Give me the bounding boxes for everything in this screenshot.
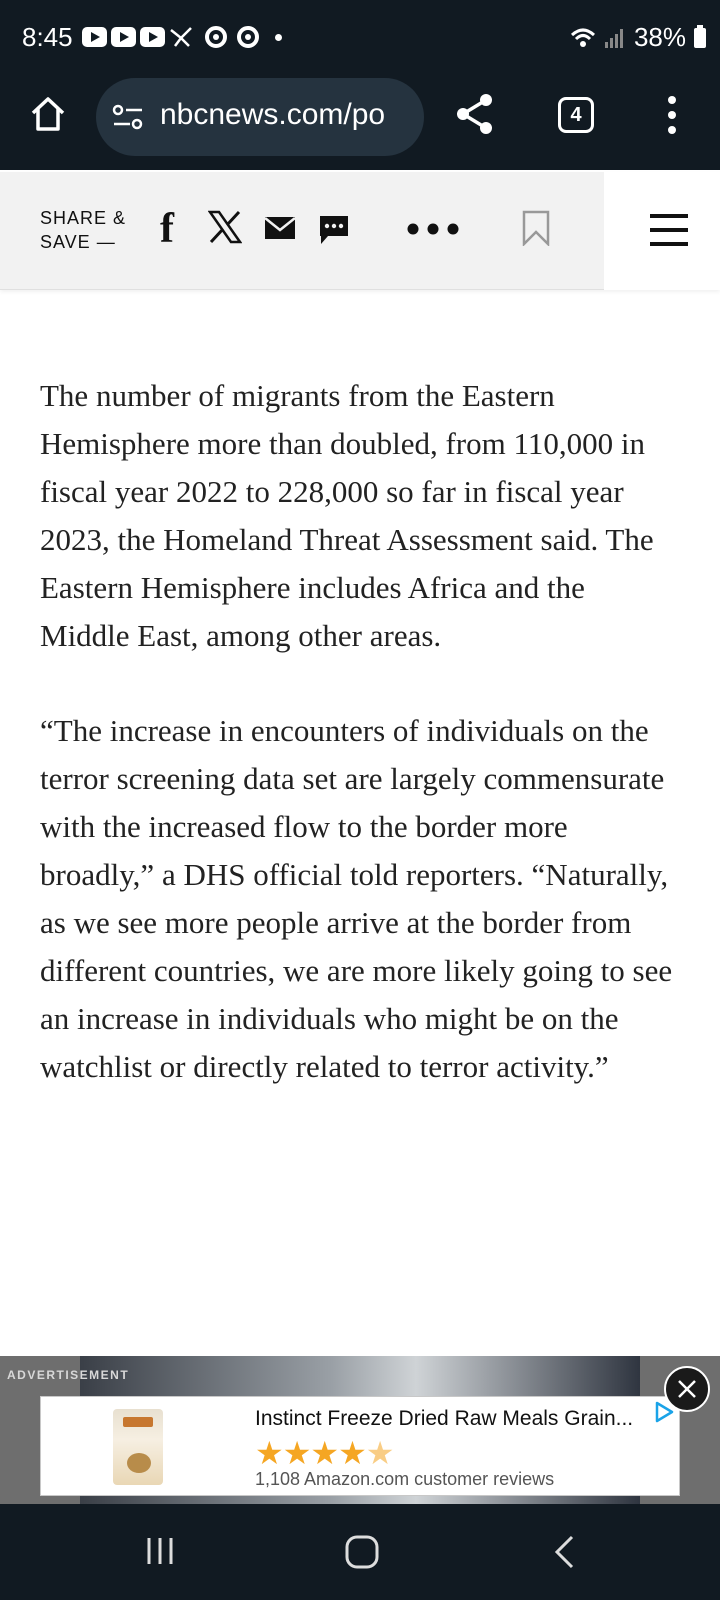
url-text[interactable]: nbcnews.com/po xyxy=(160,98,386,131)
ad-title[interactable]: Instinct Freeze Dried Raw Meals Grain... xyxy=(255,1407,634,1430)
back-icon[interactable] xyxy=(552,1534,576,1570)
youtube-icon xyxy=(140,27,165,47)
close-icon xyxy=(677,1379,697,1399)
share-label-line1: SHARE & xyxy=(40,208,127,228)
browser-toolbar xyxy=(0,78,720,170)
more-options-icon[interactable] xyxy=(662,94,682,136)
article-paragraph: The number of migrants from the Eastern Hemisphere more than doubled, from 110,000 in fiscal year 2022 to 228,000 so far in fiscal year 2023, the Homeland Threat Assessment said. The Eastern Hemisphere includes Africa and the Middle East, among other areas. xyxy=(40,378,654,653)
ring-icon xyxy=(205,26,227,48)
more-share-icon[interactable] xyxy=(406,222,460,236)
ad-label: ADVERTISEMENT xyxy=(7,1368,130,1382)
facebook-icon[interactable]: f xyxy=(160,206,174,252)
notification-icons xyxy=(82,26,282,48)
share-icon[interactable] xyxy=(454,92,496,136)
recent-apps-icon[interactable] xyxy=(144,1536,176,1566)
wifi-icon xyxy=(570,27,596,49)
status-bar xyxy=(0,0,720,78)
share-bar xyxy=(0,172,720,290)
home-nav-icon[interactable] xyxy=(344,1534,380,1570)
email-icon[interactable] xyxy=(264,216,296,240)
ad-product-image[interactable] xyxy=(113,1409,163,1485)
address-bar[interactable] xyxy=(96,78,424,156)
sms-icon[interactable] xyxy=(318,214,350,246)
share-save-toggle[interactable] xyxy=(40,206,140,254)
share-label-line2: SAVE — xyxy=(40,232,116,252)
ad-reviews: 1,108 Amazon.com customer reviews xyxy=(255,1469,555,1489)
youtube-icon xyxy=(82,27,107,47)
ad-card[interactable] xyxy=(40,1396,680,1496)
battery-percent: 38% xyxy=(633,22,686,52)
ring-icon xyxy=(237,26,259,48)
bird-icon xyxy=(169,26,195,48)
article-body xyxy=(40,372,680,1138)
site-settings-icon[interactable] xyxy=(112,104,144,130)
youtube-icon xyxy=(111,27,136,47)
tab-switcher-button[interactable]: 4 xyxy=(558,97,594,133)
rating-stars xyxy=(255,1435,393,1471)
dot-icon xyxy=(275,34,282,41)
system-nav-bar xyxy=(0,1504,720,1600)
x-twitter-icon[interactable] xyxy=(208,210,242,244)
battery-icon xyxy=(694,28,706,48)
full-stars: ★★★★ xyxy=(255,1435,366,1471)
bookmark-icon[interactable] xyxy=(522,210,550,246)
hamburger-menu-icon[interactable] xyxy=(650,214,688,246)
half-star: ★ xyxy=(365,1435,394,1471)
article-paragraph: “The increase in encounters of individuals on the terror screening data set are largely commensurate with the increased flow to the border more broadly,” a DHS official told reporters. “Naturally, as we see more people arrive at the border from different countries, we are more likely going to see an increase in individuals who might be on the watchlist or directly related to terror activity.” xyxy=(40,713,673,1084)
status-time: 8:45 xyxy=(22,22,73,52)
signal-icon xyxy=(604,27,626,49)
ad-close-button[interactable] xyxy=(664,1366,710,1412)
status-right xyxy=(570,22,706,53)
home-icon[interactable] xyxy=(28,94,68,134)
